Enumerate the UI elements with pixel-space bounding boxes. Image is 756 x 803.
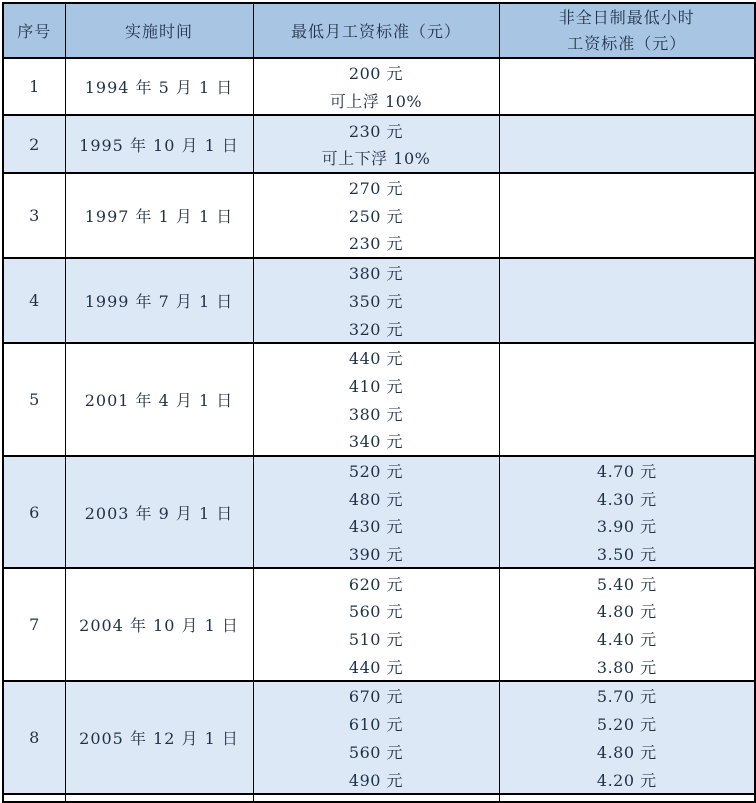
cell-serial-number: 2 (3, 115, 65, 172)
cell-hourly-wage (499, 258, 755, 343)
header-row (3, 3, 755, 58)
cell-empty (499, 794, 755, 802)
hourly-wage-value: 3.80 元 (596, 657, 657, 677)
monthly-wage-value: 390 元 (348, 545, 404, 565)
cell-implementation-date: 1995 年 10 月 1 日 (65, 115, 253, 172)
header-serial-number: 序号 (3, 3, 65, 58)
cell-implementation-date: 1999 年 7 月 1 日 (65, 258, 253, 343)
monthly-wage-value: 可上浮 10% (329, 92, 423, 112)
monthly-wage-value: 350 元 (348, 291, 404, 311)
cell-hourly-wage (499, 115, 755, 172)
monthly-wage-value: 可上下浮 10% (321, 149, 431, 169)
cell-empty (65, 794, 253, 802)
table-body (3, 58, 755, 802)
cell-implementation-date: 2001 年 4 月 1 日 (65, 343, 253, 456)
monthly-wage-value: 250 元 (348, 206, 404, 226)
cell-hourly-wage (499, 681, 755, 794)
cell-serial-number: 4 (3, 258, 65, 343)
header-hourly-line1: 非全日制最低小时 (558, 7, 695, 27)
hourly-wage-value: 3.50 元 (596, 545, 657, 565)
table-row-partial (3, 794, 755, 802)
table-row (3, 343, 755, 456)
monthly-wage-value: 200 元 (348, 64, 404, 84)
cell-monthly-wage (253, 568, 499, 681)
monthly-wage-value: 380 元 (348, 264, 404, 284)
header-implementation-date: 实施时间 (65, 3, 253, 58)
monthly-wage-value: 440 元 (348, 657, 404, 677)
monthly-wage-value: 480 元 (348, 489, 404, 509)
monthly-wage-value: 610 元 (348, 715, 404, 735)
cell-serial-number: 6 (3, 456, 65, 569)
monthly-wage-value: 270 元 (348, 179, 404, 199)
table-row (3, 681, 755, 794)
cell-serial-number: 5 (3, 343, 65, 456)
monthly-wage-value: 620 元 (348, 574, 404, 594)
monthly-wage-value: 340 元 (348, 432, 404, 452)
table-row (3, 173, 755, 258)
hourly-wage-value: 4.80 元 (596, 602, 657, 622)
monthly-wage-value: 410 元 (348, 376, 404, 396)
monthly-wage-value: 230 元 (348, 121, 404, 141)
cell-monthly-wage (253, 681, 499, 794)
table-row (3, 258, 755, 343)
hourly-wage-value: 5.70 元 (596, 687, 657, 707)
cell-hourly-wage (499, 58, 755, 115)
table-row (3, 115, 755, 172)
header-hourly-wage-standard (499, 3, 755, 58)
cell-implementation-date: 1994 年 5 月 1 日 (65, 58, 253, 115)
header-monthly-wage-standard: 最低月工资标准（元） (253, 3, 499, 58)
cell-implementation-date: 2004 年 10 月 1 日 (65, 568, 253, 681)
cell-monthly-wage (253, 173, 499, 258)
table-row (3, 456, 755, 569)
cell-monthly-wage (253, 115, 499, 172)
monthly-wage-value: 560 元 (348, 742, 404, 762)
cell-empty (253, 794, 499, 802)
hourly-wage-value: 4.30 元 (596, 489, 657, 509)
table-row (3, 58, 755, 115)
monthly-wage-value: 230 元 (348, 234, 404, 254)
cell-monthly-wage (253, 258, 499, 343)
table-header (3, 3, 755, 58)
hourly-wage-value: 3.90 元 (596, 517, 657, 537)
monthly-wage-value: 670 元 (348, 687, 404, 707)
cell-serial-number: 3 (3, 173, 65, 258)
header-hourly-line2: 工资标准（元） (567, 33, 687, 53)
cell-serial-number: 7 (3, 568, 65, 681)
hourly-wage-value: 4.70 元 (596, 461, 657, 481)
monthly-wage-value: 430 元 (348, 517, 404, 537)
monthly-wage-value: 520 元 (348, 461, 404, 481)
cell-serial-number: 8 (3, 681, 65, 794)
monthly-wage-value: 440 元 (348, 349, 404, 369)
monthly-wage-value: 320 元 (348, 319, 404, 339)
cell-implementation-date: 2005 年 12 月 1 日 (65, 681, 253, 794)
hourly-wage-value: 5.20 元 (596, 715, 657, 735)
cell-empty (3, 794, 65, 802)
cell-monthly-wage (253, 58, 499, 115)
cell-hourly-wage (499, 173, 755, 258)
cell-implementation-date: 2003 年 9 月 1 日 (65, 456, 253, 569)
hourly-wage-value: 4.40 元 (596, 630, 657, 650)
hourly-wage-value: 4.80 元 (596, 742, 657, 762)
cell-hourly-wage (499, 456, 755, 569)
cell-hourly-wage (499, 343, 755, 456)
cell-monthly-wage (253, 343, 499, 456)
hourly-wage-value: 4.20 元 (596, 770, 657, 790)
monthly-wage-value: 380 元 (348, 404, 404, 424)
monthly-wage-value: 510 元 (348, 630, 404, 650)
table-row (3, 568, 755, 681)
monthly-wage-value: 560 元 (348, 602, 404, 622)
cell-monthly-wage (253, 456, 499, 569)
minimum-wage-table (2, 2, 756, 803)
cell-hourly-wage (499, 568, 755, 681)
cell-implementation-date: 1997 年 1 月 1 日 (65, 173, 253, 258)
monthly-wage-value: 490 元 (348, 770, 404, 790)
hourly-wage-value: 5.40 元 (596, 574, 657, 594)
cell-serial-number: 1 (3, 58, 65, 115)
